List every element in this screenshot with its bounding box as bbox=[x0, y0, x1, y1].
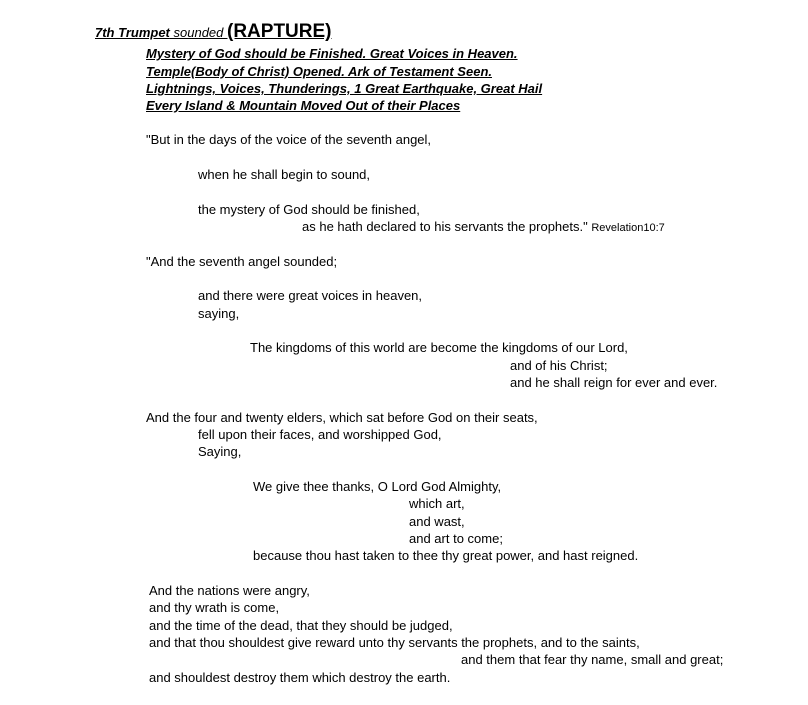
verse3-line-6: and wast, bbox=[409, 514, 465, 529]
verse4-line-1: And the nations were angry, bbox=[149, 583, 310, 598]
verse3-line-8: because thou hast taken to thee thy great power, and hast reigned. bbox=[253, 548, 639, 563]
verse2-line-6: and he shall reign for ever and ever. bbox=[510, 375, 718, 390]
summary-line-1: Mystery of God should be Finished. Great Voices in Heaven. bbox=[146, 46, 518, 61]
page-title bbox=[95, 20, 332, 45]
verse1-line-3: the mystery of God should be finished, bbox=[198, 202, 420, 217]
verse3-line-5: which art, bbox=[409, 496, 465, 511]
verse1-line-2: when he shall begin to sound, bbox=[198, 167, 371, 182]
verse3-line-2: fell upon their faces, and worshipped God, bbox=[198, 427, 442, 442]
verse2-line-2: and there were great voices in heaven, bbox=[198, 288, 423, 303]
verse4-line-4: and that thou shouldest give reward unto thy servants the prophets, and to the saints, bbox=[149, 635, 640, 650]
verse3-line-3: Saying, bbox=[198, 444, 242, 459]
summary-line-2: Temple(Body of Christ) Opened. Ark of Testament Seen. bbox=[146, 64, 492, 79]
verse4-line-2: and thy wrath is come, bbox=[149, 600, 280, 615]
verse1-line-1: "But in the days of the voice of the seventh angel, bbox=[146, 132, 432, 147]
summary-line-4: Every Island & Mountain Moved Out of their Places bbox=[146, 98, 461, 113]
verse-reference: Revelation10:7 bbox=[591, 222, 665, 234]
verse4-line-5: and them that fear thy name, small and great; bbox=[461, 652, 724, 667]
verse4-line-3: and the time of the dead, that they should be judged, bbox=[149, 618, 453, 633]
title-sounded: sounded bbox=[169, 25, 227, 40]
title-trumpet: 7th Trumpet bbox=[95, 25, 170, 40]
verse2-line-3: saying, bbox=[198, 306, 240, 321]
verse1-line-4 bbox=[302, 219, 665, 236]
verse2-line-4: The kingdoms of this world are become the kingdoms of our Lord, bbox=[250, 340, 628, 355]
verse2-line-5: and of his Christ; bbox=[510, 358, 608, 373]
verse3-line-7: and art to come; bbox=[409, 531, 503, 546]
verse4-line-6: and shouldest destroy them which destroy the earth. bbox=[149, 670, 451, 685]
title-rapture: (RAPTURE) bbox=[227, 21, 332, 42]
verse3-line-1: And the four and twenty elders, which sat before God on their seats, bbox=[146, 410, 538, 425]
summary-line-3: Lightnings, Voices, Thunderings, 1 Great Earthquake, Great Hail bbox=[146, 81, 543, 96]
verse2-line-1: "And the seventh angel sounded; bbox=[146, 254, 338, 269]
verse1-line-4-text: as he hath declared to his servants the prophets." bbox=[302, 219, 588, 234]
verse3-line-4: We give thee thanks, O Lord God Almighty, bbox=[253, 479, 502, 494]
